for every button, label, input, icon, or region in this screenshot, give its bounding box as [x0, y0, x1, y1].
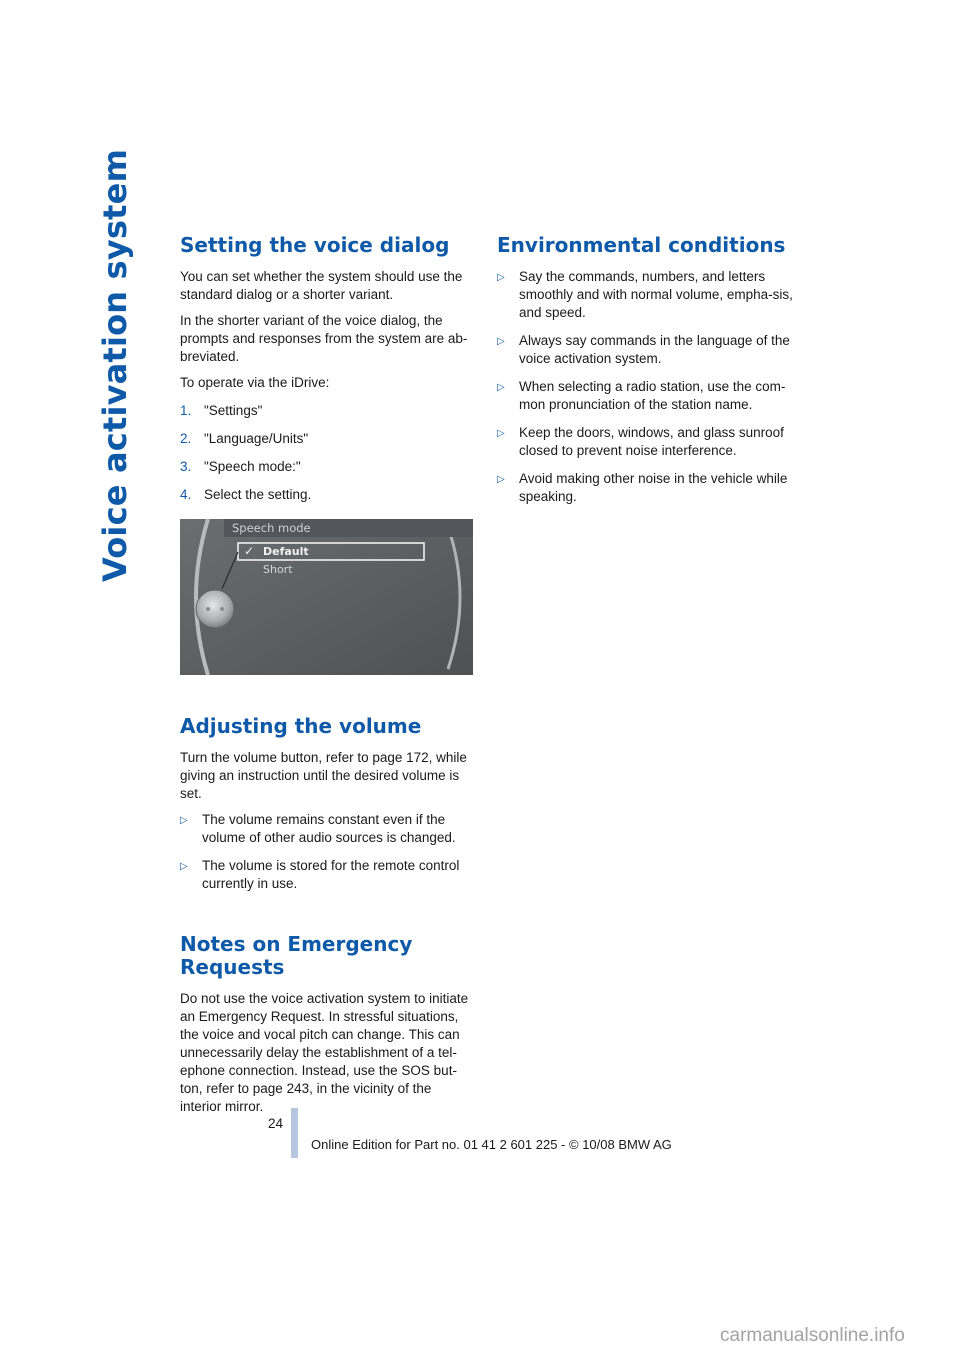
chapter-side-title: Voice activation system	[96, 148, 134, 582]
bullet-item	[497, 332, 793, 368]
idrive-screen-graphic	[180, 519, 473, 675]
heading-emergency-requests	[180, 933, 476, 979]
paragraph: You can set whether the system should use the standard dialog or a shorter variant.	[180, 269, 463, 302]
heading-line: Notes on Emergency	[180, 932, 413, 956]
spacer	[180, 903, 476, 933]
step-number: 4.	[180, 487, 192, 502]
heading-adjusting-volume: Adjusting the volume	[180, 714, 422, 738]
left-column	[180, 234, 476, 1124]
step-text: Select the setting.	[204, 487, 312, 502]
bullet-text: Always say commands in the language of the voice activation system.	[519, 333, 790, 366]
triangle-bullet-icon: ▷	[497, 272, 505, 283]
option-short: Short	[263, 563, 293, 576]
step-number: 1.	[180, 403, 192, 418]
triangle-bullet-icon: ▷	[180, 861, 188, 872]
footer-bar	[291, 1108, 298, 1158]
paragraph: Do not use the voice activation system to initiate an Emergency Request. In stressful situations, the voice and vocal pitch can change. This can unnecessarily delay the establishment of a tel-ephone connection. Instead, use the SOS but-ton, refer to page 243, in the vicinity of the interior mirror.	[180, 991, 469, 1114]
heading-voice-dialog: Setting the voice dialog	[180, 233, 450, 257]
environment-bullets	[497, 268, 793, 506]
paragraph: Turn the volume button, refer to page 172, while giving an instruction until the desired volume is set.	[180, 750, 467, 801]
watermark: carmanualsonline.info	[720, 1325, 905, 1346]
step-item	[180, 402, 476, 420]
steps-list	[180, 402, 476, 504]
heading-environmental-conditions: Environmental conditions	[497, 233, 786, 257]
step-number: 2.	[180, 431, 192, 446]
triangle-bullet-icon: ▷	[180, 815, 188, 826]
bullet-text: Keep the doors, windows, and glass sunroof closed to prevent noise interference.	[519, 425, 784, 458]
bullet-item	[180, 857, 476, 893]
option-default: Default	[263, 545, 309, 558]
paragraph: In the shorter variant of the voice dialog, the prompts and responses from the system are ab-breviated.	[180, 313, 468, 364]
knob-dot	[206, 607, 210, 611]
bullet-item	[497, 378, 793, 414]
heading-line: Requests	[180, 955, 285, 979]
bullet-text: The volume is stored for the remote control currently in use.	[202, 858, 460, 891]
bullet-text: When selecting a radio station, use the com-mon pronunciation of the station name.	[519, 379, 786, 412]
triangle-bullet-icon: ▷	[497, 474, 505, 485]
right-column	[497, 234, 793, 516]
paragraph: To operate via the iDrive:	[180, 375, 330, 390]
footer-edition-text: Online Edition for Part no. 01 41 2 601 225 - © 10/08 BMW AG	[311, 1137, 672, 1152]
bullet-item	[180, 811, 476, 847]
bullet-text: The volume remains constant even if the volume of other audio sources is changed.	[202, 812, 456, 845]
step-text: "Settings"	[204, 403, 263, 418]
triangle-bullet-icon: ▷	[497, 382, 505, 393]
bullet-item	[497, 470, 793, 506]
volume-bullets	[180, 811, 476, 893]
bullet-text: Say the commands, numbers, and letters smoothly and with normal volume, empha-sis, and speed.	[519, 269, 793, 320]
triangle-bullet-icon: ▷	[497, 428, 505, 439]
bullet-item	[497, 268, 793, 322]
bullet-text: Avoid making other noise in the vehicle while speaking.	[519, 471, 788, 504]
step-item	[180, 486, 476, 504]
idrive-screen-photo	[180, 519, 473, 675]
knob-dot	[220, 607, 224, 611]
step-number: 3.	[180, 459, 192, 474]
step-item	[180, 458, 476, 476]
bullet-item	[497, 424, 793, 460]
controller-knob	[196, 590, 234, 628]
triangle-bullet-icon: ▷	[497, 336, 505, 347]
check-icon: ✓	[244, 544, 255, 558]
step-item	[180, 430, 476, 448]
step-text: "Language/Units"	[204, 431, 309, 446]
screen-title: Speech mode	[232, 521, 311, 535]
page-number: 24	[268, 1116, 284, 1131]
step-text: "Speech mode:"	[204, 459, 301, 474]
